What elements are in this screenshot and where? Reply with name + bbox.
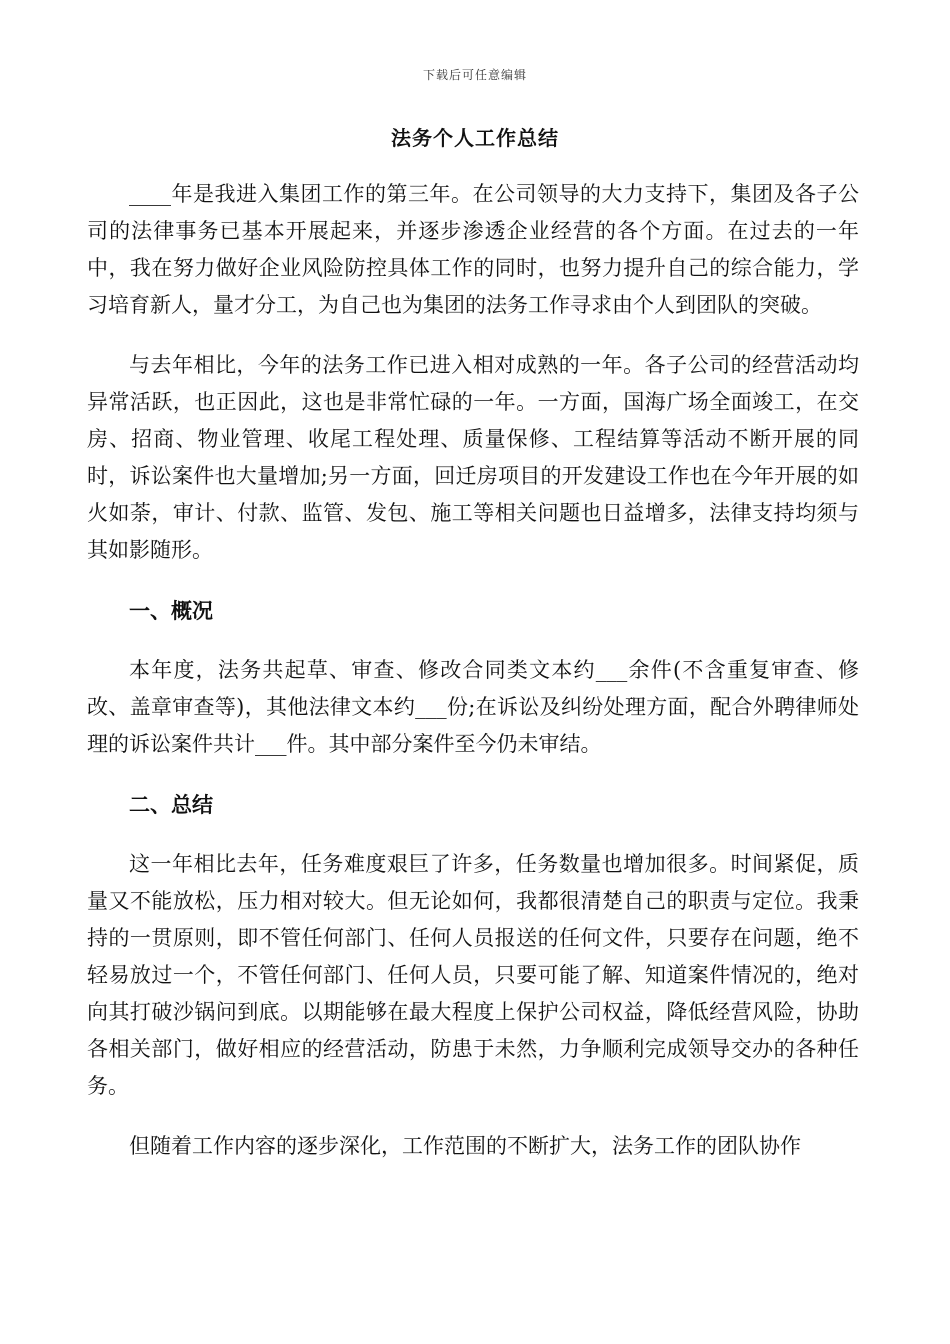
document-body [87, 176, 859, 1188]
section-heading-overview: 一、概况 [129, 598, 213, 623]
document-title: 法务个人工作总结 [391, 126, 559, 150]
intro-paragraph-1: ____年是我进入集团工作的第三年。在公司领导的大力支持下，集团及各子公司的法律事务已基本开展起来，并逐步渗透企业经营的各个方面。在过去的一年中，我在努力做好企业风险防控具体工作的同时，也努力提升自己的综合能力，学习培育新人，量才分工，为自己也为集团的法务工作寻求由个人到团队的突破。 [87, 182, 859, 317]
header-note: 下载后可任意编辑 [422, 68, 527, 82]
summary-paragraph-1: 这一年相比去年，任务难度艰巨了许多，任务数量也增加很多。时间紧促，质量又不能放松，压力相对较大。但无论如何，我都很清楚自己的职责与定位。我秉持的一贯原则，即不管任何部门、任何人员报送的任何文件，只要存在问题，绝不轻易放过一个，不管任何部门、任何人员，只要可能了解、知道案件情况的，绝对向其打破沙锅问到底。以期能够在最大程度上保护公司权益，降低经营风险，协助各相关部门，做好相应的经营活动，防患于未然，力争顺利完成领导交办的各种任务。 [87, 852, 859, 1098]
section-heading-summary: 二、总结 [129, 792, 213, 817]
intro-paragraph-2: 与去年相比，今年的法务工作已进入相对成熟的一年。各子公司的经营活动均异常活跃，也正因此，这也是非常忙碌的一年。一方面，国海广场全面竣工，在交房、招商、物业管理、收尾工程处理、质量保修、工程结算等活动不断开展的同时，诉讼案件也大量增加;另一方面，回迁房项目的开发建设工作也在今年开展的如火如荼，审计、付款、监管、发包、施工等相关问题也日益增多，法律支持均须与其如影随形。 [87, 353, 859, 562]
overview-paragraph: 本年度，法务共起草、审查、修改合同类文本约___余件(不含重复审查、修改、盖章审查等)，其他法律文本约___份;在诉讼及纠纷处理方面，配合外聘律师处理的诉讼案件共计___件。其中部分案件至今仍未审结。 [87, 658, 859, 756]
summary-paragraph-2: 但随着工作内容的逐步深化，工作范围的不断扩大，法务工作的团队协作 [129, 1134, 801, 1158]
